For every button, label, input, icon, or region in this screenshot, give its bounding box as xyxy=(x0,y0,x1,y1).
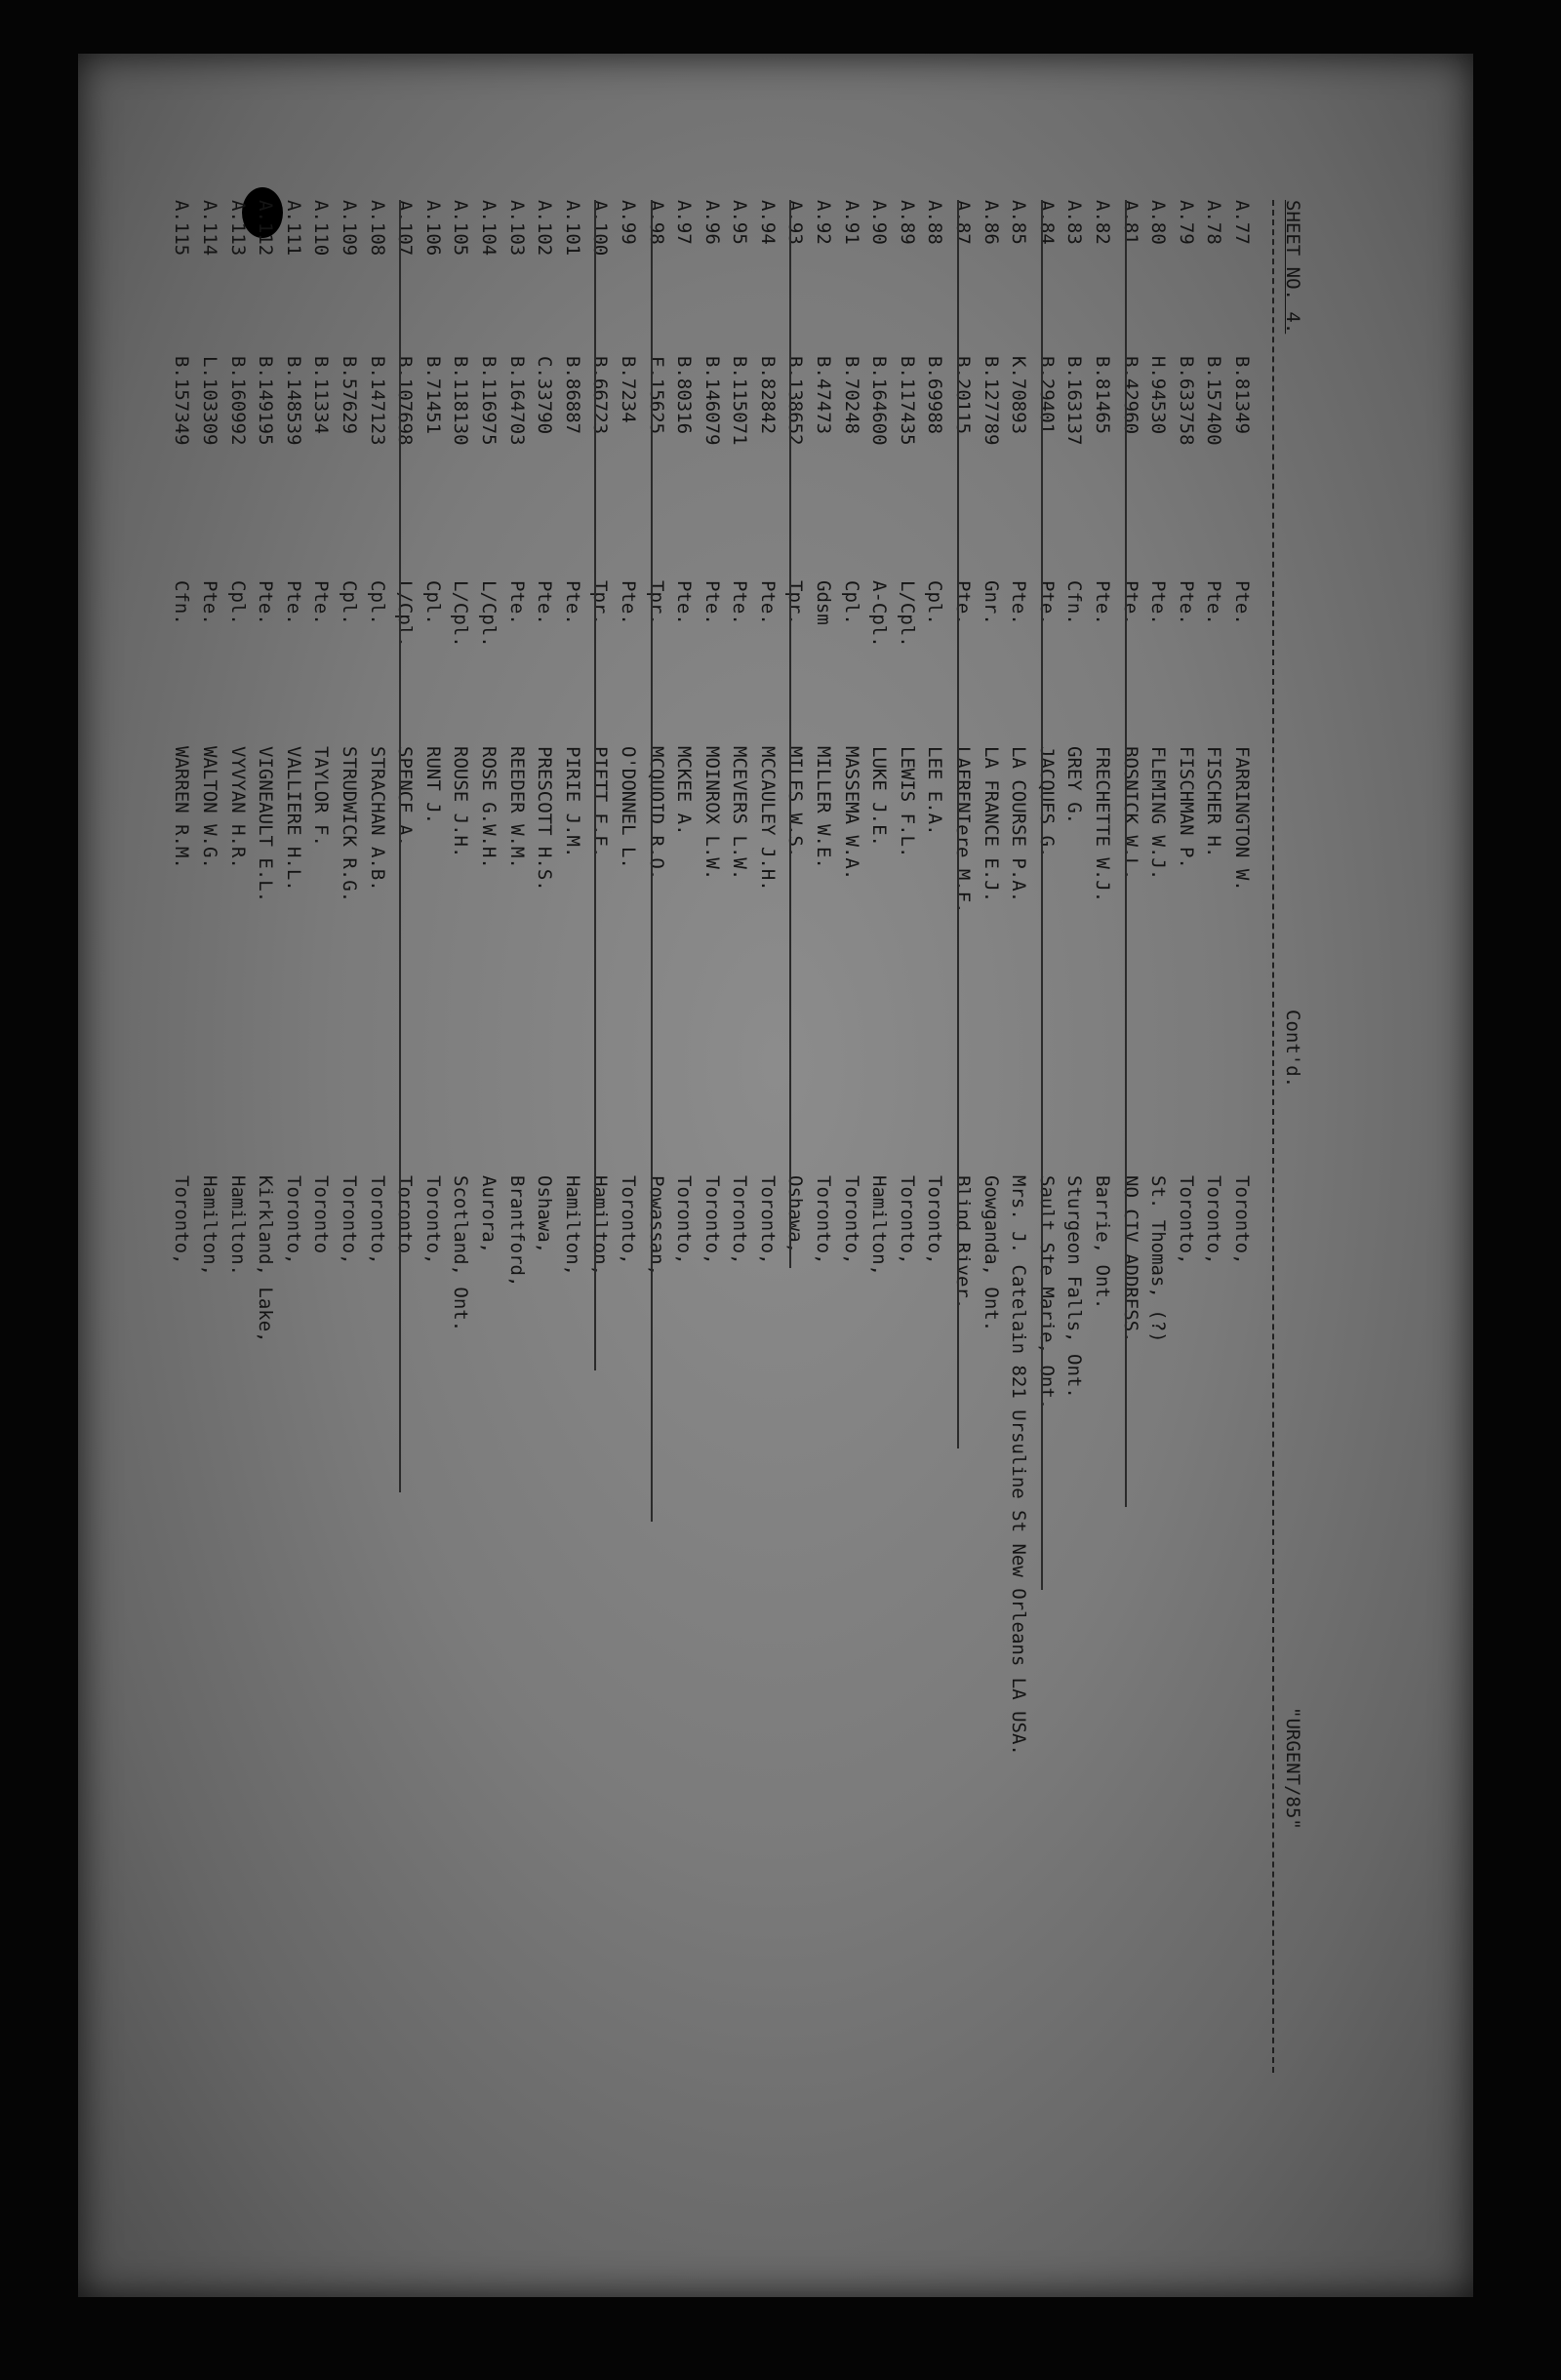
place: Scotland, Ont. xyxy=(450,1175,472,1332)
table-row xyxy=(695,200,723,2073)
list-number: A.79 xyxy=(1175,200,1197,245)
service-number: B.57629 xyxy=(339,356,360,435)
rank: Pte. xyxy=(310,580,333,625)
name: LA FRANCE E.J. xyxy=(980,746,1002,903)
rank: Pte. xyxy=(534,580,556,625)
service-number: B.66723 xyxy=(589,356,612,435)
service-number: B.7234 xyxy=(617,356,639,423)
name: MOINROX L.W. xyxy=(700,746,723,881)
strike-through-line xyxy=(957,200,959,1448)
urgent-label: "URGENT/85" xyxy=(1282,1707,1303,1830)
service-number: L.103309 xyxy=(199,356,221,446)
service-number: B.107698 xyxy=(394,356,417,446)
name: SPENCE A. xyxy=(394,746,417,847)
rank: L/Cpl. xyxy=(450,580,472,648)
list-number: A.87 xyxy=(952,200,975,245)
place: Sault Ste Marie, Ont. xyxy=(1035,1175,1058,1410)
name: JACQUES G. xyxy=(1035,746,1058,858)
rank: A-Cpl. xyxy=(868,580,891,648)
name: STRACHAN A.B. xyxy=(366,746,388,892)
table-row xyxy=(779,200,807,2073)
name: PRESCOTT H.S. xyxy=(534,746,556,892)
list-number: A.96 xyxy=(700,200,723,245)
rotated-list xyxy=(137,200,1307,2073)
list-number: A.94 xyxy=(756,200,779,245)
name: FRECHETTE W.J. xyxy=(1092,746,1114,903)
list-number: A.93 xyxy=(784,200,807,245)
name: LEWIS F.L. xyxy=(896,746,918,858)
place: Toronto, xyxy=(1203,1175,1225,1265)
place: Powassan, xyxy=(645,1175,667,1276)
service-number: B.69988 xyxy=(924,356,946,435)
rank: Tpr. xyxy=(784,580,807,625)
name: WALTON W.G. xyxy=(199,746,221,869)
table-row xyxy=(192,200,220,2073)
rank: Gdsm xyxy=(813,580,835,625)
name: FISCHMAN P. xyxy=(1175,746,1197,869)
place: Toronto, xyxy=(813,1175,835,1265)
rank: Cpl. xyxy=(339,580,360,625)
service-number: B.116975 xyxy=(477,356,500,446)
service-number: B.148539 xyxy=(282,356,304,446)
name: MCQUOID R.O. xyxy=(645,746,667,881)
table-row xyxy=(974,200,1002,2073)
table-row xyxy=(667,200,696,2073)
place: Aurora, xyxy=(477,1175,500,1254)
table-row xyxy=(1224,200,1253,2073)
table-row xyxy=(528,200,556,2073)
place: Toronto xyxy=(310,1175,333,1254)
list-number: A.78 xyxy=(1203,200,1225,245)
rank: Pte. xyxy=(1231,580,1253,625)
table-row xyxy=(583,200,612,2073)
name: MCCAULEY J.H. xyxy=(756,746,779,892)
list-number: A.88 xyxy=(924,200,946,245)
list-number: A.108 xyxy=(366,200,388,257)
place: Mrs. J. Catelain 821 Ursuline St New Orleans LA USA. xyxy=(1008,1175,1030,1756)
table-row xyxy=(1197,200,1225,2073)
table-row xyxy=(807,200,835,2073)
list-number: A.77 xyxy=(1231,200,1253,245)
place: Hamilton. xyxy=(226,1175,249,1276)
rank: Pte. xyxy=(700,580,723,625)
table-row xyxy=(723,200,751,2073)
table-row xyxy=(304,200,333,2073)
name: FARRINGTON W. xyxy=(1231,746,1253,892)
rank: Cpl. xyxy=(924,580,946,625)
name: VALLIERE H.L. xyxy=(282,746,304,892)
name: LAFRENIere M.F. xyxy=(952,746,975,914)
place: Toronto xyxy=(394,1175,417,1254)
service-number: B.81349 xyxy=(1231,356,1253,435)
rank: Pte. xyxy=(505,580,528,625)
service-number: B.115071 xyxy=(729,356,751,446)
list-number: A.91 xyxy=(840,200,862,245)
strike-through-line xyxy=(790,200,792,1268)
strike-through-line xyxy=(594,200,596,1370)
service-number: B.127789 xyxy=(980,356,1002,446)
place: Toronto, xyxy=(1231,1175,1253,1265)
service-number: B.117435 xyxy=(896,356,918,446)
service-number: B.80316 xyxy=(673,356,696,435)
place: Hamilton, xyxy=(589,1175,612,1276)
rank: L/Cpl. xyxy=(394,580,417,648)
name: GREY G. xyxy=(1063,746,1086,825)
service-number: B.157400 xyxy=(1203,356,1225,446)
rank: Cfn. xyxy=(171,580,193,625)
table-row xyxy=(388,200,417,2073)
name: LEE E.A. xyxy=(924,746,946,836)
name: FLEMING W.J. xyxy=(1147,746,1170,881)
place: Toronto, xyxy=(756,1175,779,1265)
rank: Cpl. xyxy=(366,580,388,625)
service-number: B.160992 xyxy=(226,356,249,446)
rank: Pte. xyxy=(282,580,304,625)
list-number: A.81 xyxy=(1119,200,1141,245)
table-row xyxy=(945,200,974,2073)
rank: Pte. xyxy=(756,580,779,625)
place: Toronto, xyxy=(840,1175,862,1265)
list-number: A.112 xyxy=(255,200,277,257)
list-number: A.115 xyxy=(171,200,193,257)
list-number: A.84 xyxy=(1035,200,1058,245)
table-row xyxy=(471,200,500,2073)
rank: Gnr. xyxy=(980,580,1002,625)
table-row xyxy=(416,200,444,2073)
name: VYVYAN H.R. xyxy=(226,746,249,869)
place: Toronto, xyxy=(282,1175,304,1265)
list-number: A.110 xyxy=(310,200,333,257)
table-row xyxy=(360,200,388,2073)
list-number: A.80 xyxy=(1147,200,1170,245)
table-row xyxy=(834,200,862,2073)
name: MILLER W.E. xyxy=(813,746,835,869)
rank: Pte. xyxy=(1147,580,1170,625)
service-number: B.633758 xyxy=(1175,356,1197,446)
service-number: B.70248 xyxy=(840,356,862,435)
service-number: B.149195 xyxy=(255,356,277,446)
place: Hamilton, xyxy=(868,1175,891,1276)
list-number: A.90 xyxy=(868,200,891,245)
table-row xyxy=(332,200,360,2073)
list-number: A.103 xyxy=(505,200,528,257)
place: Hamilton, xyxy=(561,1175,583,1276)
list-number: A.100 xyxy=(589,200,612,257)
list-number: A.86 xyxy=(980,200,1002,245)
list-number: A.92 xyxy=(813,200,835,245)
list-number: A.113 xyxy=(226,200,249,257)
name: MCKEE A. xyxy=(673,746,696,836)
name: MILES W.S. xyxy=(784,746,807,858)
service-number: C.33790 xyxy=(534,356,556,435)
place: Oshawa, xyxy=(784,1175,807,1254)
service-number: B.163137 xyxy=(1063,356,1086,446)
table-row xyxy=(1085,200,1113,2073)
place: Toronto, xyxy=(171,1175,193,1265)
name: O'DONNEL L. xyxy=(617,746,639,869)
strike-through-line xyxy=(399,200,401,1492)
name: TAYLOR F. xyxy=(310,746,333,847)
service-number: B.11334 xyxy=(310,356,333,435)
name: RUNT J. xyxy=(421,746,444,825)
place: Toronto, xyxy=(366,1175,388,1265)
service-number: B.42960 xyxy=(1119,356,1141,435)
name: ROSE G.W.H. xyxy=(477,746,500,869)
list-number: A.85 xyxy=(1008,200,1030,245)
place: Toronto, xyxy=(673,1175,696,1265)
service-number: B.82842 xyxy=(756,356,779,435)
table-row xyxy=(639,200,667,2073)
table-row xyxy=(1141,200,1170,2073)
list-number: A.101 xyxy=(561,200,583,257)
place: Brantford, xyxy=(505,1175,528,1288)
place: Toronto, xyxy=(729,1175,751,1265)
service-number: B.138652 xyxy=(784,356,807,446)
place: Toronto, xyxy=(1175,1175,1197,1265)
list-number: A.99 xyxy=(617,200,639,245)
name: LA COURSE P.A. xyxy=(1008,746,1030,903)
list-number: A.107 xyxy=(394,200,417,257)
place: Barrie, Ont. xyxy=(1092,1175,1114,1310)
rank: Cfn. xyxy=(1063,580,1086,625)
service-number: B.146079 xyxy=(700,356,723,446)
rank: Tpr. xyxy=(589,580,612,625)
service-number: B.47473 xyxy=(813,356,835,435)
rank: L/Cpl. xyxy=(896,580,918,648)
table-row xyxy=(500,200,528,2073)
place: Gowganda, Ont. xyxy=(980,1175,1002,1332)
service-number: B.157349 xyxy=(171,356,193,446)
list-number: A.89 xyxy=(896,200,918,245)
place: Toronto, xyxy=(700,1175,723,1265)
list-number: A.105 xyxy=(450,200,472,257)
table-row xyxy=(220,200,249,2073)
table-row xyxy=(1058,200,1086,2073)
place: Hamilton, xyxy=(199,1175,221,1276)
service-number: B.29401 xyxy=(1035,356,1058,435)
service-number: B.20115 xyxy=(952,356,975,435)
service-number: H.94530 xyxy=(1147,356,1170,435)
service-number: K.70893 xyxy=(1008,356,1030,435)
table-row xyxy=(165,200,193,2073)
rank: Pte. xyxy=(617,580,639,625)
list-number: A.95 xyxy=(729,200,751,245)
rank: Pte. xyxy=(952,580,975,625)
table-row xyxy=(862,200,891,2073)
service-number: B.118130 xyxy=(450,356,472,446)
table-row xyxy=(555,200,583,2073)
list-number: A.114 xyxy=(199,200,221,257)
rank: Pte. xyxy=(255,580,277,625)
service-number: B.164703 xyxy=(505,356,528,446)
rank: Pte. xyxy=(561,580,583,625)
service-number: B.86887 xyxy=(561,356,583,435)
table-row xyxy=(1002,200,1030,2073)
sheet-header xyxy=(1272,200,1303,2073)
rank: Pte. xyxy=(199,580,221,625)
rank: Pte. xyxy=(1119,580,1141,625)
list-number: A.109 xyxy=(339,200,360,257)
list-number: A.106 xyxy=(421,200,444,257)
list-number: A.82 xyxy=(1092,200,1114,245)
place: Oshawa, xyxy=(534,1175,556,1254)
rank: Pte. xyxy=(1092,580,1114,625)
service-number: B.147123 xyxy=(366,356,388,446)
name: REEDER W.M. xyxy=(505,746,528,869)
name: MCEVERS L.W. xyxy=(729,746,751,881)
sheet-number: SHEET NO. 4. xyxy=(1282,200,1303,335)
place: Kirkland, Lake, xyxy=(255,1175,277,1343)
list-number: A.111 xyxy=(282,200,304,257)
list-number: A.104 xyxy=(477,200,500,257)
service-number: B.71451 xyxy=(421,356,444,435)
rank: Pte. xyxy=(1008,580,1030,625)
name: ROUSE J.H. xyxy=(450,746,472,858)
personnel-table xyxy=(165,200,1253,2073)
rank: Tpr. xyxy=(645,580,667,625)
strike-through-line xyxy=(1125,200,1127,1507)
service-number: F.15625 xyxy=(645,356,667,435)
name: STRUDWICK R.G. xyxy=(339,746,360,903)
table-row xyxy=(890,200,918,2073)
table-row xyxy=(1169,200,1197,2073)
list-number: A.102 xyxy=(534,200,556,257)
continued-label: Cont'd. xyxy=(1282,1010,1303,1089)
table-row xyxy=(249,200,277,2073)
name: LUKE J.E. xyxy=(868,746,891,847)
place: Toronto, xyxy=(617,1175,639,1265)
strike-through-line xyxy=(651,200,653,1522)
table-row xyxy=(1029,200,1058,2073)
list-number: A.98 xyxy=(645,200,667,245)
name: BOSNICK W.L. xyxy=(1119,746,1141,881)
place: Toronto, xyxy=(421,1175,444,1265)
service-number: B.81465 xyxy=(1092,356,1114,435)
rank: Pte. xyxy=(1035,580,1058,625)
place: Blind River. xyxy=(952,1175,975,1310)
table-row xyxy=(918,200,946,2073)
rank: Cpl. xyxy=(226,580,249,625)
strike-through-line xyxy=(1041,200,1043,1590)
rank: Cpl. xyxy=(421,580,444,625)
table-row xyxy=(444,200,472,2073)
place: Toronto, xyxy=(896,1175,918,1265)
rank: L/Cpl. xyxy=(477,580,500,648)
name: FISCHER H. xyxy=(1203,746,1225,858)
table-row xyxy=(1113,200,1141,2073)
place: Toronto, xyxy=(924,1175,946,1265)
name: WARREN R.M. xyxy=(171,746,193,869)
name: MASSEMA W.A. xyxy=(840,746,862,881)
place: Sturgeon Falls, Ont. xyxy=(1063,1175,1086,1399)
rank: Pte. xyxy=(1175,580,1197,625)
place: NO CIV ADDRESS. xyxy=(1119,1175,1141,1343)
service-number: B.164600 xyxy=(868,356,891,446)
name: PIETT E.E. xyxy=(589,746,612,858)
rank: Pte. xyxy=(729,580,751,625)
place: Toronto, xyxy=(339,1175,360,1265)
list-number: A.83 xyxy=(1063,200,1086,245)
name: PIRIE J.M. xyxy=(561,746,583,858)
rank: Pte. xyxy=(673,580,696,625)
rank: Cpl. xyxy=(840,580,862,625)
table-row xyxy=(276,200,304,2073)
list-number: A.97 xyxy=(673,200,696,245)
place: St. Thomas, (?) xyxy=(1147,1175,1170,1343)
name: VIGNEAULT E.L. xyxy=(255,746,277,903)
table-row xyxy=(611,200,639,2073)
rank: Pte. xyxy=(1203,580,1225,625)
table-row xyxy=(750,200,779,2073)
